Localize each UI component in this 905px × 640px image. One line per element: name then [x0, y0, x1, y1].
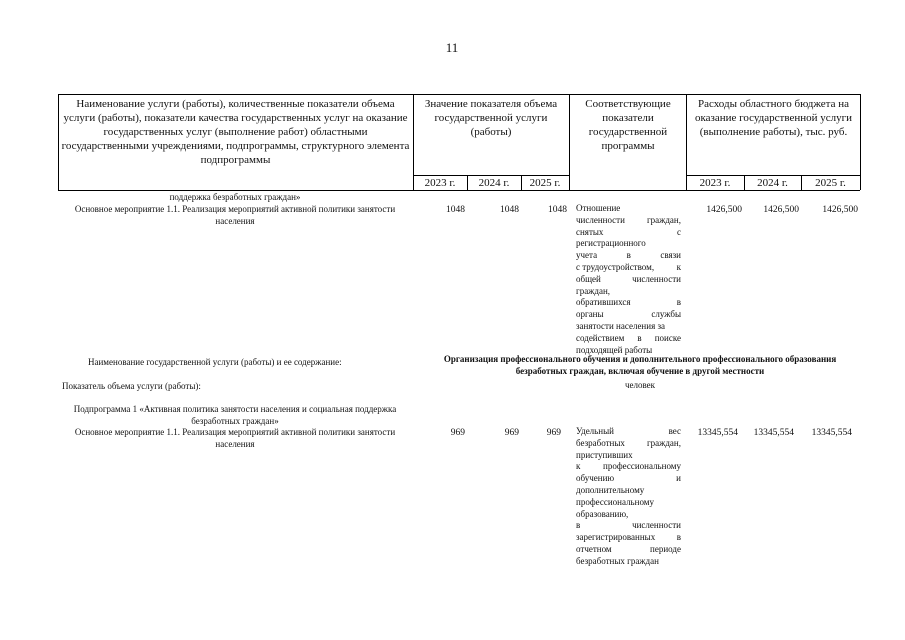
indicator-word: к	[676, 261, 681, 272]
year-expense-2024: 2024 г.	[757, 177, 788, 189]
table-top-border	[58, 94, 860, 95]
indicator-word: в	[637, 332, 642, 343]
indicator-word: зарегистрированных	[576, 532, 656, 543]
indicator-word: поиске	[654, 332, 681, 343]
indicator-line	[576, 509, 681, 521]
indicator-word: регистрационного	[576, 238, 646, 249]
indicator-word: численности	[632, 273, 681, 284]
value-2023: 1048	[446, 205, 465, 215]
indicator-word: и	[676, 473, 681, 484]
indicator-word: образованию,	[576, 508, 629, 519]
indicator-word: приступивших	[576, 449, 633, 460]
col-border	[860, 94, 861, 190]
indicator-line	[576, 262, 681, 274]
indicator-word: занятости населения за	[576, 320, 666, 331]
col-border	[58, 94, 59, 190]
expense-2024: 13345,554	[753, 428, 794, 438]
col-border	[569, 94, 570, 190]
indicator-line	[576, 556, 681, 568]
indicator-word: Отношение	[576, 203, 621, 213]
indicator-line	[576, 532, 681, 544]
indicator-word: службы	[651, 309, 681, 320]
indicator-word: профессиональному	[603, 461, 681, 472]
indicator-line	[576, 297, 681, 309]
indicator-word: граждан,	[646, 437, 681, 448]
indicator-word: профессиональному	[576, 496, 654, 507]
indicator-word: содействием	[576, 332, 625, 343]
indicator-line	[576, 461, 681, 473]
indicator-word: подходящей работы	[576, 344, 653, 355]
value-2025: 1048	[548, 205, 567, 215]
indicator-line	[576, 520, 681, 532]
indicator-word: дополнительному	[576, 484, 645, 495]
main-event-1: Основное мероприятие 1.1. Реализация мероприятий активной политики занятости населения	[74, 204, 396, 226]
header-program-column: Соответствующие показатели государственной программы	[585, 98, 671, 152]
year-value-2025: 2025 г.	[529, 177, 561, 189]
value-2023: 969	[450, 428, 465, 438]
indicator-line	[576, 309, 681, 321]
page-number: 11	[445, 40, 459, 55]
value-2024: 1048	[500, 205, 519, 215]
indicator-word: численности	[576, 214, 625, 225]
service-name-value: Организация профессионального обучения и дополнительного профессионального образования безработных граждан, включая обучение в другой местности	[443, 354, 837, 376]
year-expense-2025: 2025 г.	[815, 177, 846, 189]
indicator-word: численности	[632, 520, 681, 531]
indicator-line	[576, 485, 681, 497]
indicator-word: вес	[668, 426, 681, 436]
indicator-word: обратившихся	[576, 297, 631, 308]
expense-2023: 1426,500	[706, 205, 742, 215]
indicator-line	[576, 321, 681, 333]
indicator-line	[576, 238, 681, 250]
value-2025: 969	[546, 428, 561, 438]
indicator-word: к	[576, 461, 581, 472]
indicator-word: снятых	[576, 226, 604, 237]
indicator-line	[576, 250, 681, 262]
indicator-line	[576, 544, 681, 556]
indicator-word: граждан,	[576, 285, 611, 296]
indicator-word: в	[576, 520, 581, 531]
program-indicator-2	[576, 426, 681, 568]
expense-2024: 1426,500	[763, 205, 799, 215]
indicator-line	[576, 333, 681, 345]
indicator-word: обучению	[576, 473, 615, 484]
expense-2025: 13345,554	[811, 428, 852, 438]
indicator-line	[576, 497, 681, 509]
indicator-word: безработных	[576, 437, 625, 448]
indicator-line	[576, 473, 681, 485]
indicator-line	[576, 426, 681, 438]
indicator-word: периоде	[650, 543, 681, 554]
indicator-line	[576, 215, 681, 227]
subprogram-1: Подпрограмма 1 «Активная политика занятости населения и социальная поддержка безработных граждан»	[73, 404, 397, 426]
indicator-word: в	[676, 297, 681, 308]
year-value-2023: 2023 г.	[424, 177, 456, 189]
indicator-line	[576, 450, 681, 462]
indicator-word: безработных граждан	[576, 555, 659, 566]
year-value-2024: 2024 г.	[478, 177, 510, 189]
expense-2025: 1426,500	[822, 205, 858, 215]
program-indicator-1	[576, 203, 681, 356]
indicator-word: Удельный	[576, 426, 614, 436]
volume-value: человек	[624, 380, 656, 390]
indicator-word: общей	[576, 273, 601, 284]
indicator-word: в	[626, 250, 631, 261]
indicator-word: органы	[576, 309, 604, 320]
subprogram-continuation: поддержка безработных граждан»	[169, 192, 301, 202]
indicator-word: связи	[660, 250, 681, 261]
main-event-2: Основное мероприятие 1.1. Реализация мероприятий активной политики занятости населения	[74, 427, 396, 449]
volume-label: Показатель объема услуги (работы):	[62, 381, 201, 391]
expense-2023: 13345,554	[697, 428, 738, 438]
indicator-word: с	[677, 226, 681, 237]
indicator-line	[576, 438, 681, 450]
indicator-line	[576, 274, 681, 286]
indicator-line	[576, 286, 681, 298]
indicator-line	[576, 227, 681, 239]
indicator-line	[576, 203, 681, 215]
header-name-column: Наименование услуги (работы), количественные показатели объема услуги (работы), показатели качества государственных услуг на оказание государственных услуг (выполнение работ) областными государственными учреждениями, подпрограммы, структурного элемента подпрограммы	[61, 98, 410, 166]
indicator-word: учета	[576, 250, 598, 261]
service-name-label: Наименование государственной услуги (работы) и ее содержание:	[88, 357, 342, 367]
table-header-bottom-border	[58, 190, 860, 191]
indicator-word: граждан,	[646, 214, 681, 225]
header-expense-column: Расходы областного бюджета на оказание государственной услуги (выполнение работы), тыс. руб.	[694, 98, 853, 138]
indicator-word: в	[676, 532, 681, 543]
year-expense-2023: 2023 г.	[699, 177, 731, 189]
header-value-column: Значение показателя объема государственной услуги (работы)	[424, 98, 558, 138]
indicator-word: с трудоустройством,	[576, 261, 655, 272]
value-2024: 969	[504, 428, 519, 438]
indicator-word: отчетном	[576, 543, 612, 554]
